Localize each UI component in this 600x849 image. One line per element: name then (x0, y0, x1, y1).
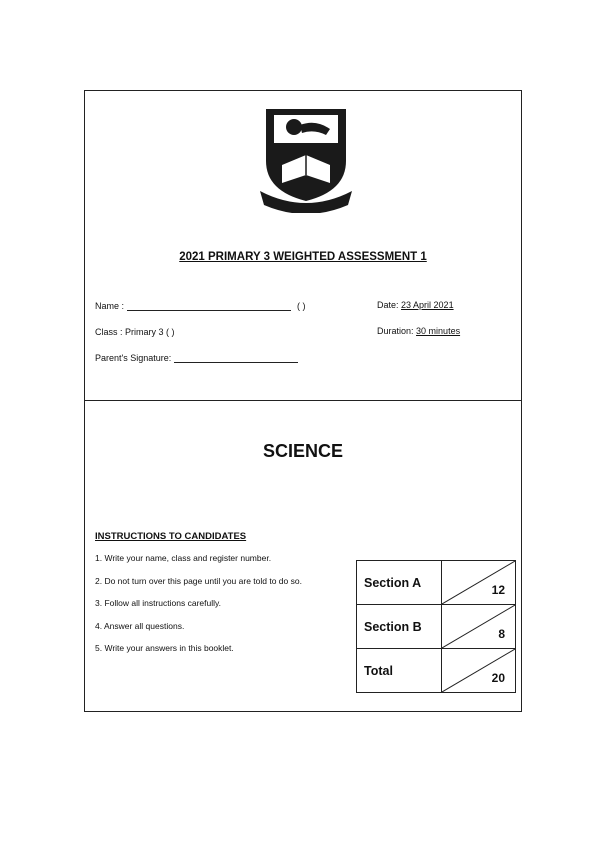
instruction-item: 1. Write your name, class and register number. (95, 553, 272, 563)
instruction-item: 5. Write your answers in this booklet. (95, 643, 234, 653)
instructions-heading: INSTRUCTIONS TO CANDIDATES (95, 531, 247, 542)
score-label: Total (357, 649, 442, 693)
score-marks: 20 (491, 671, 505, 685)
register-number-paren: ( ) (297, 301, 306, 311)
name-field (95, 301, 306, 311)
assessment-title: 2021 PRIMARY 3 WEIGHTED ASSESSMENT 1 (179, 251, 427, 263)
signature-label: Parent's Signature: (95, 353, 172, 363)
signature-line (174, 353, 298, 363)
instructions-list (95, 553, 302, 666)
section-divider (85, 400, 521, 401)
instruction-item: 4. Answer all questions. (95, 620, 185, 631)
date-field (377, 300, 454, 310)
cover-frame (84, 90, 522, 712)
score-marks: 12 (491, 583, 505, 597)
score-row-total (357, 649, 516, 693)
score-cell (441, 649, 515, 693)
score-label: Section A (357, 561, 442, 605)
class-label: Class : Primary 3 ( ) (95, 327, 175, 337)
score-marks: 8 (498, 627, 505, 641)
subject-title: SCIENCE (262, 441, 343, 461)
duration-value: 30 minutes (416, 326, 461, 336)
score-cell (441, 605, 515, 649)
score-row-section-a (357, 561, 516, 605)
score-row-section-b (357, 605, 516, 649)
duration-label: Duration: (377, 326, 414, 336)
school-crest-logo (260, 103, 352, 213)
instruction-item: 2. Do not turn over this page until you are told to do so. (95, 575, 302, 586)
name-line (127, 301, 291, 311)
duration-field (377, 326, 460, 336)
score-cell (441, 561, 515, 605)
instruction-item: 3. Follow all instructions carefully. (95, 598, 221, 608)
date-value: 23 April 2021 (401, 300, 454, 310)
score-table (356, 560, 516, 693)
date-label: Date: (377, 300, 399, 310)
score-label: Section B (357, 605, 442, 649)
signature-field (95, 353, 298, 363)
name-label: Name : (95, 301, 125, 311)
